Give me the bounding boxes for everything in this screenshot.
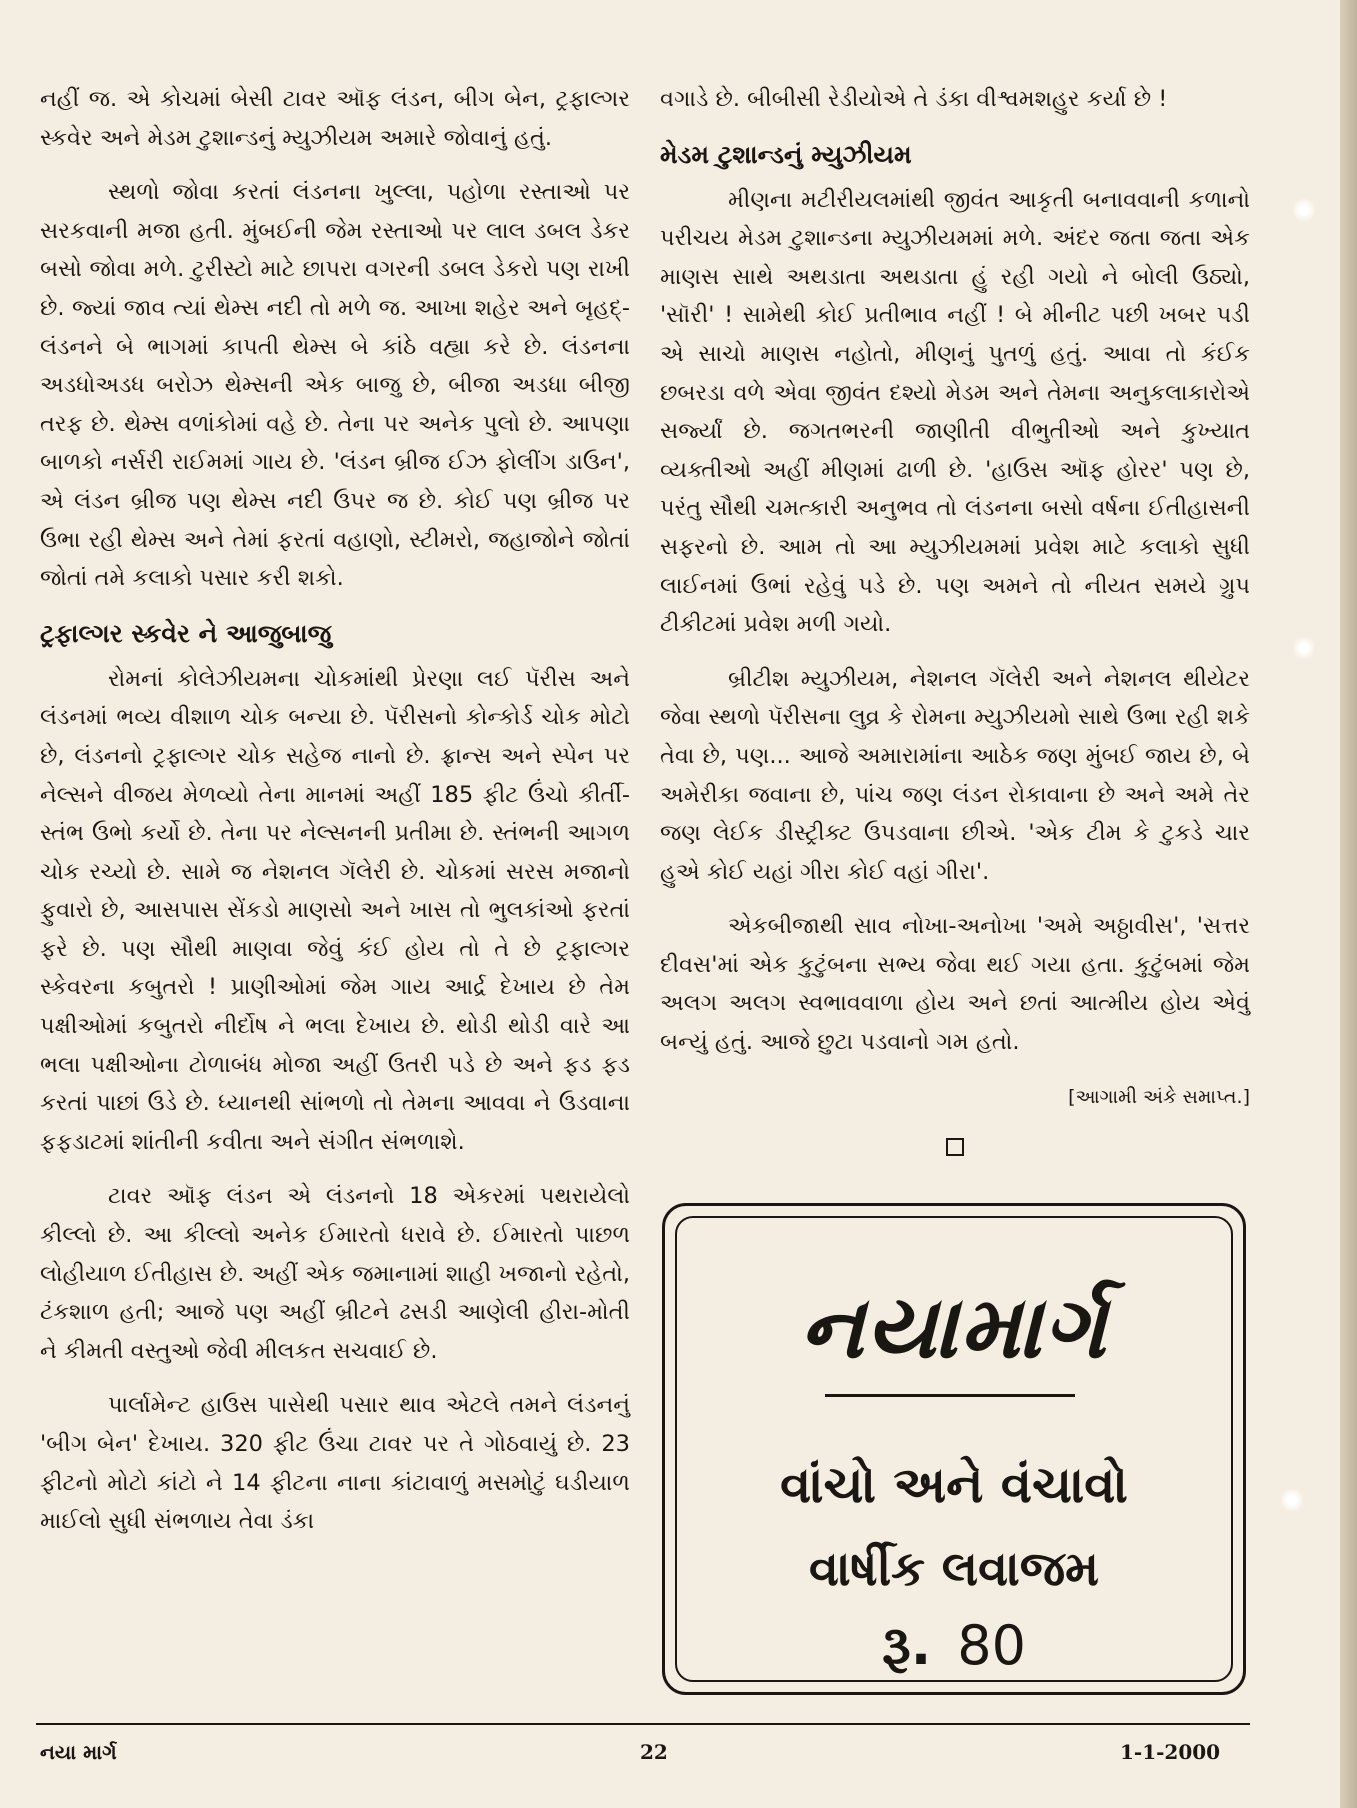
staple-mark [1280,1488,1304,1512]
staple-mark [1292,198,1316,222]
right-paragraph-3: બ્રીટીશ મ્યુઝીયમ, નેશનલ ગૅલેરી અને નેશનલ થીયેટર જેવા સ્થળો પૅરીસના લુવ્ર કે રોમના મ્યુઝીયમો સાથે ઉભા રહી શકે તેવા છે, પણ... આજે અમારામાંના આઠેક જણ મુંબઈ જાય છે, બે અમેરીકા જવાના છે, પાંચ જણ લંડન રોકાવાના છે અને અમે તેર જણ લેઈક ડીસ્ટ્રીક્ટ ઉપડવાના છીએ. 'એક ટીમ કે ટુકડે ચાર હુએ કોઈ યહાં ગીરા કોઈ વહાં ગીરા'. [660,665,1250,885]
left-paragraph-3: રોમનાં કોલેઝીયમના ચોકમાંથી પ્રેરણા લઈ પૅરીસ અને લંડનમાં ભવ્ય વીશાળ ચોક બન્યા છે. પૅરીસનો કોન્કોર્ડ ચોક મોટો છે, લંડનનો ટ્રફાલ્ગર ચોક સહેજ નાનો છે. ફ્રાન્સ અને સ્પેન પર નેલ્સને વીજય મેળવ્યો તેના માનમાં અહીં 185 ફીટ ઉંચો કીર્તી-સ્તંભ ઉભો કર્યો છે. તેના પર નેલ્સનની પ્રતીમા છે. સ્તંભની આગળ ચોક રચ્યો છે. સામે જ નેશનલ ગૅલેરી છે. ચોકમાં સરસ મજાનો ફુવારો છે, આસપાસ સેંકડો માણસો અને ખાસ તો ભુલકાંઓ ફરતાં ફરે છે. પણ સૌથી માણવા જેવું કંઈ હોય તો તે છે ટ્રફાલ્ગર સ્કેવરના કબુતરો ! પ્રાણીઓમાં જેમ ગાય આર્દ્ર દેખાય છે તેમ પક્ષીઓમાં કબુતરો નીર્દોષ ને ભલા દેખાય છે. થોડી થોડી વારે આ ભલા પક્ષીઓના ટોળાબંધ મોજા અહીં ઉતરી પડે છે અને ફડ ફડ કરતાં પાછાં ઉડે છે. ધ્યાનથી સાંભળો તો તેમના આવવા ને ઉડવાના ફફડાટમાં શાંતીની કવીતા અને સંગીત સંભળાશે. [40,665,630,1155]
right-paragraph-4: એકબીજાથી સાવ નોખા-અનોખા 'અમે અઠ્ઠાવીસ', 'સત્તર દીવસ'માં એક કુટુંબના સભ્ય જેવા થઈ ગયા હતા. કુટુંબમાં જેમ અલગ અલગ સ્વભાવવાળા હોય અને છતાં આત્મીય હોય એવું બન્યું હતું. આજે છુટા પડવાનો ગમ હતો. [660,913,1250,1056]
left-paragraph-4: ટાવર ઑફ લંડન એ લંડનનો 18 એકરમાં પથરાયેલો કીલ્લો છે. આ કીલ્લો અનેક ઈમારતો ધરાવે છે. ઈમારતો પાછળ લોહીયાળ ઈતીહાસ છે. અહીં એક જમાનામાં શાહી ખજાનો રહેતો, ટંકશાળ હતી; આજે પણ અહીં બ્રીટને ઢસડી આણેલી હીરા-મોતી ને કીમતી વસ્તુઓ જેવી મીલકત સચવાઈ છે. [40,1183,630,1364]
footer-page-number: 22 [640,1740,668,1764]
left-column [40,80,630,1557]
staple-mark [1292,636,1316,660]
footer-magazine-name: નયા માર્ગ [40,1740,117,1764]
ad-subscription-label: વાર્ષીક લવાજમ [808,1541,1100,1597]
left-paragraph-5: પાર્લામેન્ટ હાઉસ પાસેથી પસાર થાવ એટલે તમને લંડનનું 'બીગ બેન' દેખાય. 320 ફીટ ઉંચા ટાવર પર તે ગોઠવાયું છે. 23 ફીટનો મોટો કાંટો ને 14 ફીટના નાના કાંટાવાળું મસમોટું ઘડીયાળ માઈલો સુધી સંભળાય તેવા ડંકા [40,1392,630,1535]
ad-logo-underline [825,1394,1075,1397]
ad-logo: નયામાર્ગ [799,1278,1109,1378]
ad-tagline: વાંચો અને વંચાવો [780,1456,1128,1514]
section-heading-tussauds: મેડમ ટુશાન્ડનું મ્યુઝીયમ [660,139,912,169]
end-mark-square-icon [946,1138,964,1156]
page-edge [1340,0,1357,1808]
footer-rule [36,1723,1250,1725]
footer-date: 1-1-2000 [1120,1740,1221,1764]
left-paragraph-2: સ્થળો જોવા કરતાં લંડનના ખુલ્લા, પહોળા રસ્તાઓ પર સરકવાની મજા હતી. મુંબઈની જેમ રસ્તાઓ પર લાલ ડબલ ડેકર બસો જોવા મળે. ટુરીસ્ટો માટે છાપરા વગરની ડબલ ડેકરો પણ રાખી છે. જ્યાં જાવ ત્યાં થેમ્સ નદી તો મળે જ. આખા શહેર અને બૃહદ્-લંડનને બે ભાગમાં કાપતી થેમ્સ બે કાંઠે વહ્યા કરે છે. લંડનના અડધોઅડધ બરોઝ થેમ્સની એક બાજુ છે, બીજા અડધા બીજી તરફ છે. થેમ્સ વળાંકોમાં વહે છે. તેના પર અનેક પુલો છે. આપણા બાળકો નર્સરી રાઈમમાં ગાય છે. 'લંડન બ્રીજ ઈઝ ફોલીંગ ડાઉન', એ લંડન બ્રીજ પણ થેમ્સ નદી ઉપર જ છે. કોઈ પણ બ્રીજ પર ઉભા રહી થેમ્સ અને તેમાં ફરતાં વહાણો, સ્ટીમરો, જહાજોને જોતાં જોતાં તમે કલાકો પસાર કરી શકો. [40,179,630,592]
right-paragraph-1: વગાડે છે. બીબીસી રેડીયોએ તે ડંકા વીશ્વમશહુર કર્યા છે ! [660,86,1168,112]
ad-price-value: 80 [957,1614,1026,1677]
continued-note: [આગામી અંકે સમાપ્ત.] [1068,1085,1250,1108]
ad-price-symbol: રૂ. [882,1614,932,1677]
right-paragraph-2: મીણના મટીરીયલમાંથી જીવંત આકૃતી બનાવવાની કળાનો પરીચય મેડમ ટુશાન્ડના મ્યુઝીયમમાં મળે. અંદર જતા જતા એક માણસ સાથે અથડાતા અથડાતા હું રહી ગયો ને બોલી ઉઠ્યો, 'સૉરી' ! સામેથી કોઈ પ્રતીભાવ નહીં ! બે મીનીટ પછી ખબર પડી એ સાચો માણસ નહોતો, મીણનું પુતળું હતું. આવા તો કંઈક છબરડા વળે એવા જીવંત દશ્યો મેડમ અને તેમના અનુકલાકારોએ સર્જ્યાં છે. જગતભરની જાણીતી વીભુતીઓ અને કુખ્યાત વ્યક્તીઓ અહીં મીણમાં ઢાળી છે. 'હાઉસ ઑફ હોરર' પણ છે, પરંતુ સૌથી ચમત્કારી અનુભવ તો લંડનના બસો વર્ષના ઈતીહાસની સફરનો છે. આમ તો આ મ્યુઝીયમમાં પ્રવેશ માટે કલાકો સુધી લાઈનમાં ઉભાં રહેવું પડે છે. પણ અમને તો નીયત સમયે ગ્રુપ ટીકીટમાં પ્રવેશ મળી ગયો. [660,186,1250,638]
section-heading-trafalgar: ટ્રફાલ્ગર સ્કવેર ને આજુબાજુ [40,618,332,648]
subscription-ad-box [662,1203,1246,1695]
ad-price [665,1614,1243,1678]
right-column [660,80,1250,1156]
left-paragraph-1: નહીં જ. એ કોચમાં બેસી ટાવર ઑફ લંડન, બીગ બેન, ટ્રફાલ્ગર સ્કવેર અને મેડમ ટુશાન્ડનું મ્યુઝીયમ અમારે જોવાનું હતું. [40,86,630,151]
